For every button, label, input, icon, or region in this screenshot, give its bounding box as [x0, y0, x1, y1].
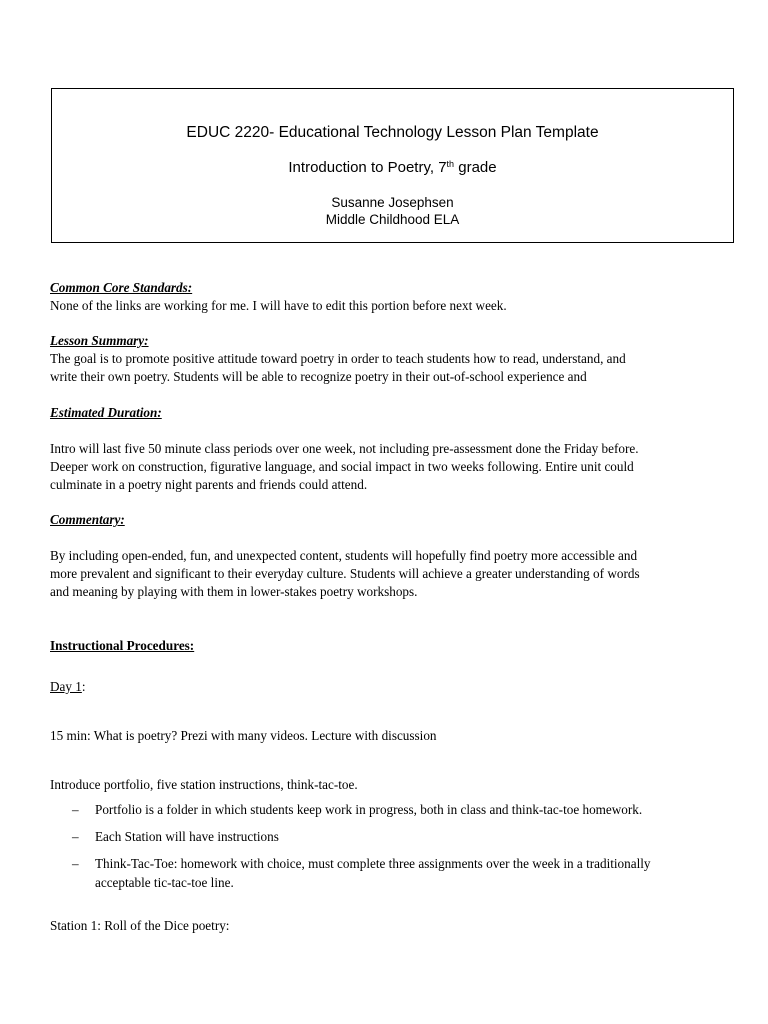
lesson-title-grade: grade	[454, 159, 497, 176]
bullet-item: Portfolio is a folder in which students keep work in progress, both in class and think-tac-toe homework.	[95, 802, 643, 817]
bullet-dash: –	[72, 829, 79, 844]
bullet-item-continuation: acceptable tic-tac-toe line.	[95, 875, 234, 890]
lesson-summary-heading: Lesson Summary:	[50, 333, 149, 348]
duration-line: Deeper work on construction, figurative language, and social impact in two weeks following. Entire unit could	[50, 459, 634, 474]
procedures-heading: Instructional Procedures:	[50, 638, 195, 653]
commentary-line: more prevalent and significant to their everyday culture. Students will achieve a greater understanding of words	[50, 566, 640, 581]
commentary-heading: Commentary:	[50, 512, 125, 527]
commentary-line: and meaning by playing with them in lower-stakes poetry workshops.	[50, 584, 418, 599]
day-1-label	[50, 679, 86, 695]
procedure-intro: Introduce portfolio, five station instructions, think-tac-toe.	[50, 777, 358, 792]
bullet-dash: –	[72, 802, 79, 817]
common-core-heading: Common Core Standards:	[50, 280, 193, 295]
bullet-dash: –	[72, 856, 79, 871]
bullet-item: Each Station will have instructions	[95, 829, 279, 844]
lesson-summary-line: The goal is to promote positive attitude toward poetry in order to teach students how to read, understand, and	[50, 351, 626, 366]
station-1-line: Station 1: Roll of the Dice poetry:	[50, 918, 230, 933]
common-core-body: None of the links are working for me. I will have to edit this portion before next week.	[50, 298, 507, 313]
commentary-line: By including open-ended, fun, and unexpected content, students will hopefully find poetry more accessible and	[50, 548, 638, 563]
lesson-summary-line: write their own poetry. Students will be able to recognize poetry in their out-of-school experience and	[50, 369, 587, 384]
duration-line: culminate in a poetry night parents and friends could attend.	[50, 477, 368, 492]
duration-line: Intro will last five 50 minute class periods over one week, not including pre-assessment done the Friday before.	[50, 441, 639, 456]
author-name: Susanne Josephsen	[331, 195, 454, 210]
procedure-item: 15 min: What is poetry? Prezi with many videos. Lecture with discussion	[50, 728, 437, 743]
bullet-item: Think-Tac-Toe: homework with choice, must complete three assignments over the week in a traditionally	[95, 856, 651, 871]
title-box	[51, 88, 734, 243]
program-name: Middle Childhood ELA	[325, 212, 460, 227]
ordinal-suffix: th	[446, 159, 455, 169]
duration-heading: Estimated Duration:	[50, 405, 162, 420]
day-1-text: Day 1	[50, 679, 82, 694]
document-title: EDUC 2220- Educational Technology Lesson Plan Template	[186, 124, 599, 141]
day-1-colon: :	[81, 679, 86, 694]
lesson-title-text: Introduction to Poetry, 7	[288, 159, 447, 176]
lesson-title	[52, 159, 733, 177]
